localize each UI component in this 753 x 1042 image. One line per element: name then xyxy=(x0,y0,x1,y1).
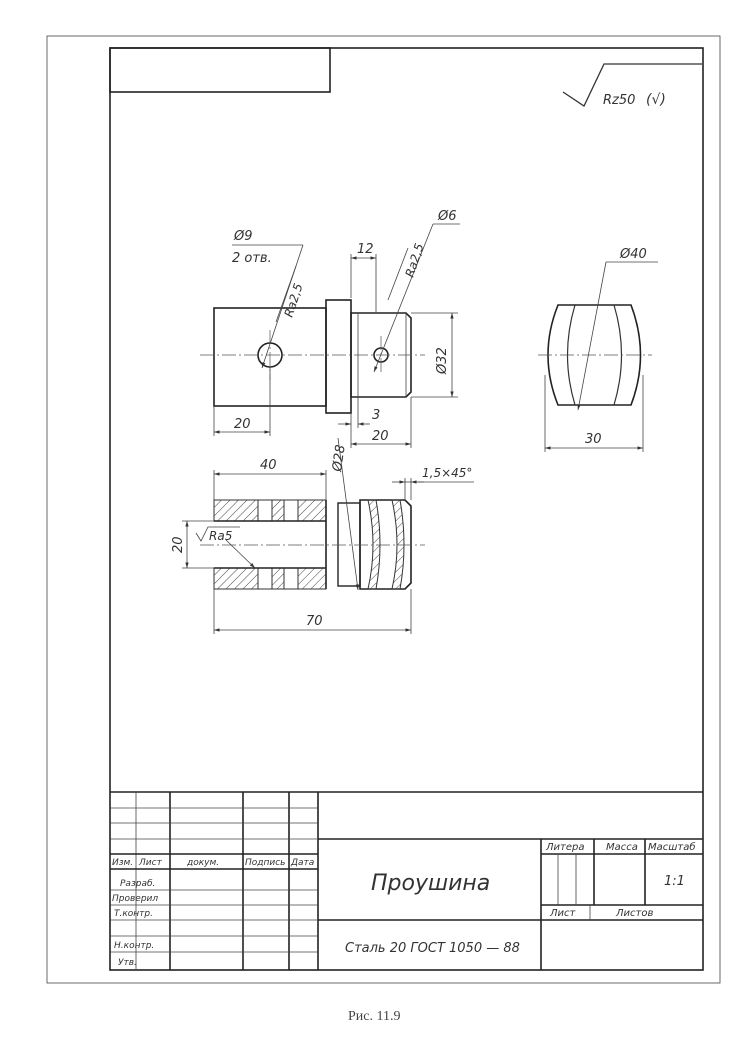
ra25-right: Ra2,5 xyxy=(402,241,427,279)
side-view xyxy=(538,247,658,452)
section-neck xyxy=(338,503,360,586)
tb-title: Проушина xyxy=(371,871,491,896)
front-view xyxy=(200,300,425,413)
drawing-frame xyxy=(110,48,703,970)
tb-col-list: Лист xyxy=(139,858,162,868)
surface-roughness-mark xyxy=(563,64,702,108)
top-left-box xyxy=(110,48,330,92)
dim-70: 70 xyxy=(306,614,323,629)
dim-hole6: Ø6 xyxy=(438,209,457,224)
tb-col-podpis: Подпись xyxy=(245,858,286,868)
tb-scale-value: 1:1 xyxy=(664,874,685,889)
dim-20-right: 20 xyxy=(372,429,389,444)
tb-massa: Масса xyxy=(606,842,638,853)
dim-20-vertical: 20 xyxy=(171,536,186,553)
rz50-paren: (√) xyxy=(646,92,666,108)
dim-30: 30 xyxy=(585,432,602,447)
section-view xyxy=(200,500,425,589)
front-shoulder xyxy=(326,300,351,413)
dim-40: 40 xyxy=(260,458,277,473)
ra25-left: Ra2,5 xyxy=(281,281,306,319)
ra5-label: Ra5 xyxy=(209,529,233,543)
tb-list: Лист xyxy=(550,908,576,919)
tb-col-data: Дата xyxy=(291,858,315,868)
section-dimensions xyxy=(171,438,474,634)
tb-masshtab: Масштаб xyxy=(648,842,696,853)
tb-row-nkontr: Н.контр. xyxy=(114,941,155,951)
dim-d40: Ø40 xyxy=(620,247,647,262)
dim-holes-count: 2 отв. xyxy=(232,251,272,266)
sheet-border xyxy=(47,36,720,983)
dim-20-left: 20 xyxy=(234,417,251,432)
dim-d28: Ø28 xyxy=(330,443,349,473)
front-dimensions xyxy=(214,209,460,448)
tb-row-proveril: Проверил xyxy=(112,894,159,904)
tb-litera: Литера xyxy=(546,842,585,853)
tb-listov: Листов xyxy=(616,908,654,919)
dim-d32: Ø32 xyxy=(435,347,450,374)
tb-row-razrab: Разраб. xyxy=(120,879,156,889)
tb-col-docum: докум. xyxy=(187,858,220,868)
tb-material: Сталь 20 ГОСТ 1050 — 88 xyxy=(345,941,520,956)
tb-row-utv: Утв. xyxy=(118,958,137,968)
tb-row-tkontr: Т.контр. xyxy=(114,909,154,919)
figure-caption: Рис. 11.9 xyxy=(348,1009,401,1024)
tb-col-izm: Изм. xyxy=(112,858,134,868)
title-block xyxy=(110,792,703,970)
rz50-label: Rz50 xyxy=(603,93,636,108)
dim-12: 12 xyxy=(357,242,374,257)
dim-hole9: Ø9 xyxy=(234,229,253,244)
dim-3: 3 xyxy=(372,408,381,423)
dim-chamfer: 1,5×45° xyxy=(422,466,473,480)
